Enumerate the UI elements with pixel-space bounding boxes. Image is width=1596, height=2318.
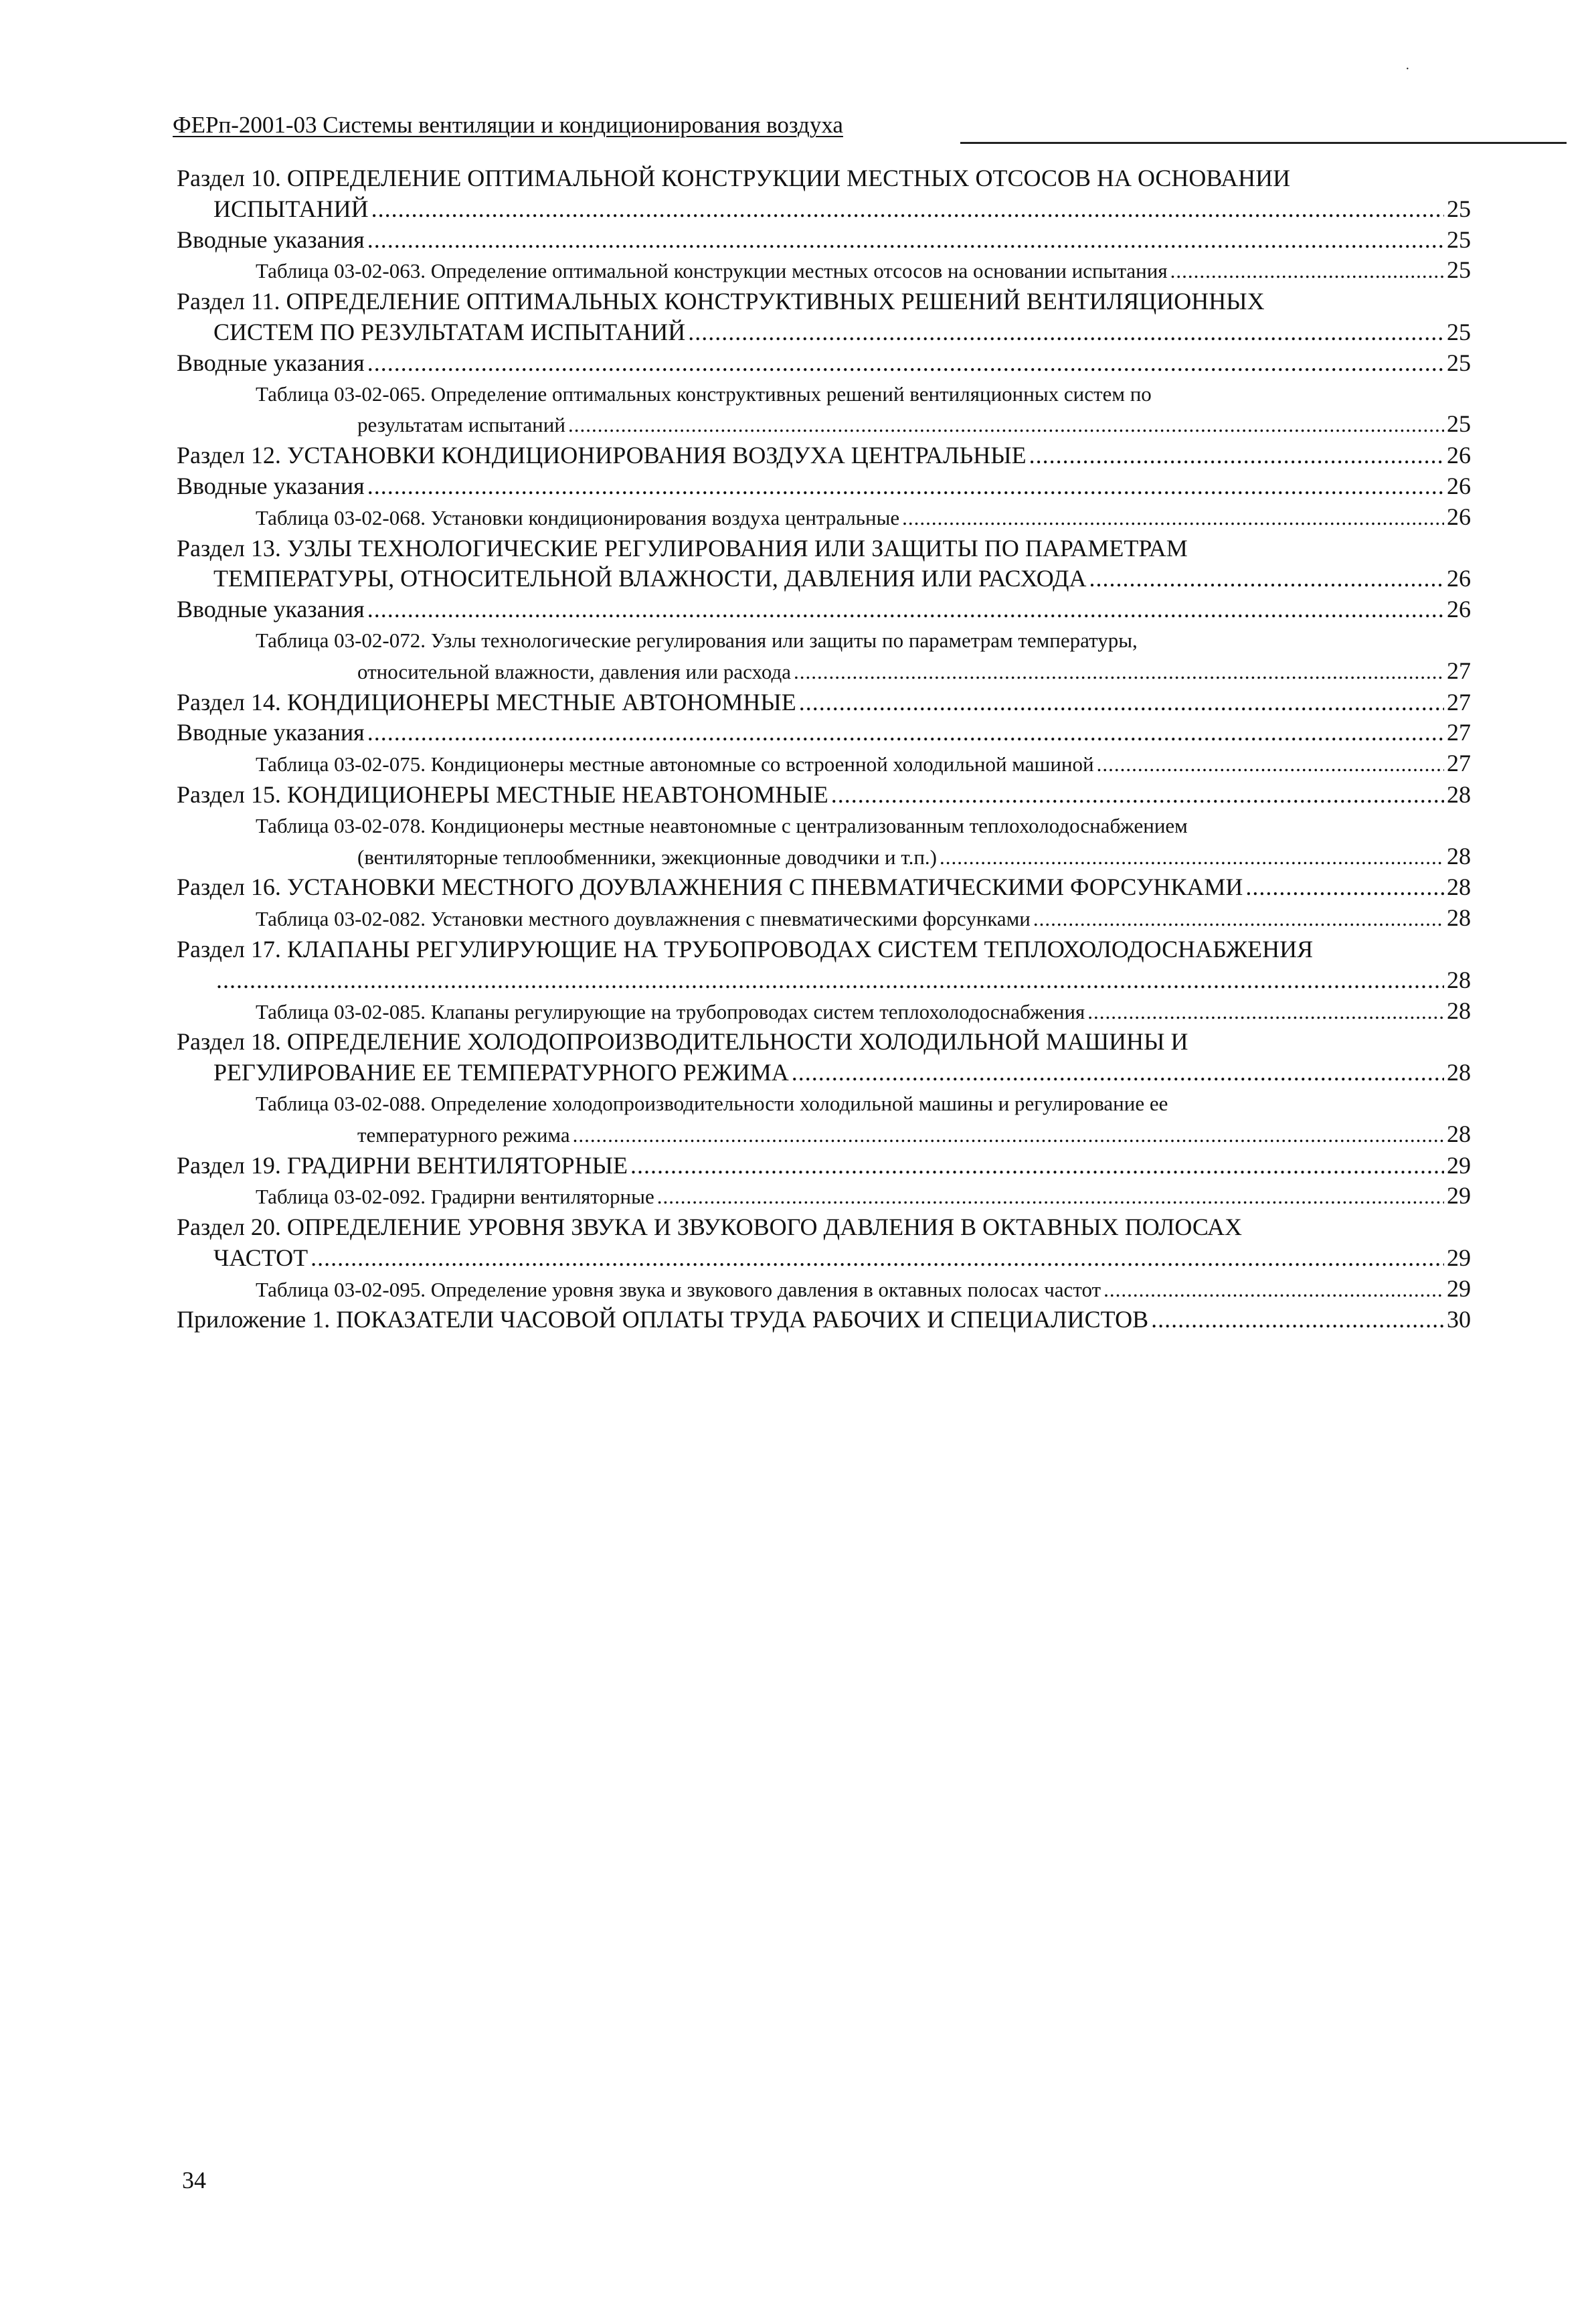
toc-section-entry — [177, 780, 1471, 811]
dot-leader — [311, 1243, 1444, 1274]
toc-page-number: 29 — [1447, 1182, 1471, 1210]
toc-entry-text: Раздел 13. УЗЛЫ ТЕХНОЛОГИЧЕСКИЕ РЕГУЛИРОВАНИЯ ИЛИ ЗАЩИТЫ ПО ПАРАМЕТРАМ — [177, 534, 1188, 562]
toc-entry-text: Таблица 03-02-095. Определение уровня звука и звукового давления в октавных полосах частот — [256, 1277, 1101, 1301]
toc-page-number: 26 — [1447, 565, 1471, 592]
dot-leader — [371, 194, 1444, 225]
toc-entry-text: Вводные указания — [177, 596, 365, 623]
dot-leader — [630, 1151, 1444, 1181]
dot-leader — [831, 780, 1444, 811]
toc-entry-text: Таблица 03-02-085. Клапаны регулирующие на трубопроводах систем теплохолодоснабжения — [256, 999, 1085, 1023]
dot-leader — [367, 594, 1444, 625]
toc-entry-text: Раздел 12. УСТАНОВКИ КОНДИЦИОНИРОВАНИЯ ВОЗДУХА ЦЕНТРАЛЬНЫЕ — [177, 442, 1027, 469]
toc-entry-last-line — [177, 440, 1471, 471]
toc-page-number: 28 — [1447, 997, 1471, 1024]
toc-table-entry — [177, 996, 1471, 1027]
toc-entry-last-line — [256, 903, 1471, 934]
toc-section-entry — [177, 440, 1471, 471]
toc-entry-last-line — [177, 872, 1471, 903]
toc-entry-last-line — [256, 748, 1471, 780]
toc-page-number: 25 — [1447, 256, 1471, 284]
toc-entry-text: Раздел 11. ОПРЕДЕЛЕНИЕ ОПТИМАЛЬНЫХ КОНСТРУКТИВНЫХ РЕШЕНИЙ ВЕНТИЛЯЦИОННЫХ — [177, 288, 1265, 315]
toc-section-entry — [177, 533, 1471, 595]
toc-page-number: 28 — [1447, 904, 1471, 932]
toc-entry-text: Вводные указания — [177, 719, 365, 746]
toc-entry-text: Раздел 14. КОНДИЦИОНЕРЫ МЕСТНЫЕ АВТОНОМНЫЕ — [177, 688, 796, 716]
dot-leader — [799, 687, 1444, 718]
dot-leader — [1033, 904, 1444, 934]
toc-page-number: 27 — [1447, 719, 1471, 746]
toc-entry-text: Таблица 03-02-078. Кондиционеры местные неавтономные с централизованным теплохолодоснабжением — [256, 813, 1188, 837]
dot-leader — [1089, 564, 1444, 594]
toc-entry-text: Раздел 19. ГРАДИРНИ ВЕНТИЛЯТОРНЫЕ — [177, 1151, 628, 1179]
toc-entry-text: Таблица 03-02-063. Определение оптимальной конструкции местных отсосов на основании испытания — [256, 259, 1168, 283]
dot-leader — [940, 842, 1444, 873]
toc-entry-last-line — [256, 255, 1471, 286]
toc-section-entry — [177, 163, 1471, 225]
toc-entry-last-line — [177, 317, 1471, 348]
toc-table-entry — [177, 625, 1471, 687]
toc-entry-last-line — [256, 502, 1471, 533]
dot-leader — [367, 471, 1444, 502]
toc-entry-text: относительной влажности, давления или расхода — [357, 659, 791, 683]
toc-section-entry — [177, 594, 1471, 625]
header-title: ФЕРп-2001-03 Системы вентиляции и кондиционирования воздуха — [173, 112, 843, 138]
toc-entry-last-line — [177, 194, 1471, 225]
toc-entry-last-line — [177, 348, 1471, 379]
dot-leader — [794, 657, 1444, 687]
toc-entry-text: Раздел 17. КЛАПАНЫ РЕГУЛИРУЮЩИЕ НА ТРУБОПРОВОДАХ СИСТЕМ ТЕПЛОХОЛОДОСНАБЖЕНИЯ — [177, 935, 1314, 963]
toc-page-number: 29 — [1447, 1244, 1471, 1271]
toc-entry-text: ИСПЫТАНИЙ — [213, 195, 369, 222]
toc-entry-last-line — [256, 656, 1471, 687]
page-number: 34 — [182, 2167, 206, 2193]
toc-page-number: 27 — [1447, 688, 1471, 716]
toc-entry-text: Таблица 03-02-092. Градирни вентиляторные — [256, 1185, 654, 1209]
toc-entry-text: СИСТЕМ ПО РЕЗУЛЬТАТАМ ИСПЫТАНИЙ — [213, 318, 686, 345]
running-header — [173, 112, 1567, 138]
toc-section-entry — [177, 687, 1471, 718]
toc-page-number: 25 — [1447, 318, 1471, 345]
toc-entry-last-line — [256, 1119, 1471, 1151]
toc-page-number: 28 — [1447, 1059, 1471, 1086]
toc-entry-text: Таблица 03-02-088. Определение холодопроизводительности холодильной машины и регулирование ее — [256, 1091, 1168, 1115]
dot-leader — [1097, 749, 1444, 780]
toc-page-number: 29 — [1447, 1274, 1471, 1302]
toc-entry-last-line — [177, 1151, 1471, 1181]
toc-entry-last-line — [256, 409, 1471, 440]
toc-section-entry — [177, 1151, 1471, 1181]
toc-page-number: 25 — [1447, 349, 1471, 376]
toc-page-number: 28 — [1447, 874, 1471, 901]
dot-leader — [367, 718, 1444, 748]
toc-entry-text: Таблица 03-02-065. Определение оптимальных конструктивных решений вентиляционных систем по — [256, 382, 1152, 406]
toc-page-number: 26 — [1447, 472, 1471, 499]
toc-entry-text: Таблица 03-02-068. Установки кондиционирования воздуха центральные — [256, 505, 900, 529]
dot-leader — [367, 348, 1444, 379]
dot-leader — [1170, 256, 1444, 286]
toc-entry-last-line — [177, 687, 1471, 718]
header-rule — [960, 142, 1567, 144]
toc-entry-text: Таблица 03-02-072. Узлы технологические регулирования или защиты по параметрам температуры, — [256, 628, 1138, 652]
toc-entry-text: Вводные указания — [177, 472, 365, 499]
toc-entry-text: температурного режима — [357, 1123, 570, 1147]
toc-section-entry — [177, 718, 1471, 748]
toc-section-entry — [177, 1305, 1471, 1335]
toc-entry-text: Раздел 20. ОПРЕДЕЛЕНИЕ УРОВНЯ ЗВУКА И ЗВУКОВОГО ДАВЛЕНИЯ В ОКТАВНЫХ ПОЛОСАХ — [177, 1214, 1243, 1241]
dot-leader — [902, 503, 1444, 533]
toc-table-entry — [177, 811, 1471, 873]
toc-entry-last-line — [177, 564, 1471, 594]
toc-entry-last-line — [256, 1274, 1471, 1305]
toc-entry-last-line — [177, 965, 1471, 996]
toc-entry-text: Раздел 15. КОНДИЦИОНЕРЫ МЕСТНЫЕ НЕАВТОНОМНЫЕ — [177, 780, 828, 808]
toc-entry-last-line — [177, 225, 1471, 256]
toc-entry-text: Вводные указания — [177, 226, 365, 253]
toc-page-number: 28 — [1447, 966, 1471, 993]
toc-page-number: 29 — [1447, 1151, 1471, 1179]
toc-section-entry — [177, 1027, 1471, 1088]
toc-page-number: 25 — [1447, 195, 1471, 222]
toc-entry-last-line — [177, 594, 1471, 625]
toc-entry-last-line — [177, 718, 1471, 748]
toc-table-entry — [177, 255, 1471, 286]
dot-leader — [688, 317, 1444, 348]
scan-speck: · — [1405, 62, 1410, 76]
toc-page-number: 28 — [1447, 842, 1471, 870]
toc-table-entry — [177, 1274, 1471, 1305]
dot-leader — [367, 225, 1444, 256]
toc-page-number: 28 — [1447, 780, 1471, 808]
toc-table-entry — [177, 1181, 1471, 1212]
toc-table-entry — [177, 903, 1471, 934]
toc-page-number: 25 — [1447, 226, 1471, 253]
toc-table-entry — [177, 502, 1471, 533]
toc-entry-text: ТЕМПЕРАТУРЫ, ОТНОСИТЕЛЬНОЙ ВЛАЖНОСТИ, ДАВЛЕНИЯ ИЛИ РАСХОДА — [213, 565, 1087, 592]
toc-entry-last-line — [177, 1305, 1471, 1335]
toc-entry-last-line — [256, 841, 1471, 873]
dot-leader — [573, 1120, 1444, 1151]
toc-entry-text: Вводные указания — [177, 349, 365, 376]
toc-entry-last-line — [256, 1181, 1471, 1212]
toc-page-number: 25 — [1447, 410, 1471, 438]
dot-leader — [1087, 997, 1444, 1027]
toc-table-entry — [177, 1088, 1471, 1151]
toc-section-entry — [177, 934, 1471, 996]
toc-entry-text: Таблица 03-02-082. Установки местного доувлажнения с пневматическими форсунками — [256, 907, 1031, 931]
dot-leader — [657, 1181, 1444, 1212]
dot-leader — [216, 965, 1444, 996]
toc-section-entry — [177, 225, 1471, 256]
toc-table-entry — [177, 379, 1471, 441]
toc-section-entry — [177, 348, 1471, 379]
toc-entry-last-line — [177, 471, 1471, 502]
toc-entry-text: результатам испытаний — [357, 413, 565, 437]
toc-section-entry — [177, 286, 1471, 348]
toc-entry-last-line — [177, 1243, 1471, 1274]
dot-leader — [792, 1058, 1444, 1088]
toc-entry-text: ЧАСТОТ — [213, 1244, 308, 1271]
dot-leader — [1103, 1274, 1444, 1305]
toc-entry-text: Раздел 16. УСТАНОВКИ МЕСТНОГО ДОУВЛАЖНЕНИЯ С ПНЕВМАТИЧЕСКИМИ ФОРСУНКАМИ — [177, 874, 1243, 901]
toc-page-number: 27 — [1447, 750, 1471, 777]
toc-page-number: 26 — [1447, 503, 1471, 530]
toc-page-number: 26 — [1447, 442, 1471, 469]
toc-section-entry — [177, 872, 1471, 903]
toc-page-number: 26 — [1447, 596, 1471, 623]
toc-table-entry — [177, 748, 1471, 780]
dot-leader — [1029, 440, 1444, 471]
toc-entry-last-line — [256, 996, 1471, 1027]
toc-page-number: 30 — [1447, 1306, 1471, 1333]
toc-entry-text: Раздел 10. ОПРЕДЕЛЕНИЕ ОПТИМАЛЬНОЙ КОНСТРУКЦИИ МЕСТНЫХ ОТСОСОВ НА ОСНОВАНИИ — [177, 165, 1291, 191]
toc-section-entry — [177, 1212, 1471, 1274]
toc-entry-text: Приложение 1. ПОКАЗАТЕЛИ ЧАСОВОЙ ОПЛАТЫ ТРУДА РАБОЧИХ И СПЕЦИАЛИСТОВ — [177, 1306, 1149, 1333]
table-of-contents — [177, 163, 1471, 1335]
dot-leader — [1245, 872, 1444, 903]
toc-entry-text: Таблица 03-02-075. Кондиционеры местные автономные со встроенной холодильной машиной — [256, 752, 1094, 776]
toc-page-number: 28 — [1447, 1120, 1471, 1147]
toc-entry-text: Раздел 18. ОПРЕДЕЛЕНИЕ ХОЛОДОПРОИЗВОДИТЕЛЬНОСТИ ХОЛОДИЛЬНОЙ МАШИНЫ И — [177, 1028, 1188, 1056]
toc-entry-text: (вентиляторные теплообменники, эжекционные доводчики и т.п.) — [357, 845, 938, 869]
toc-entry-text: РЕГУЛИРОВАНИЕ ЕЕ ТЕМПЕРАТУРНОГО РЕЖИМА — [213, 1059, 789, 1086]
dot-leader — [568, 410, 1444, 440]
dot-leader — [1151, 1305, 1444, 1335]
toc-entry-last-line — [177, 780, 1471, 811]
toc-page-number: 27 — [1447, 657, 1471, 684]
toc-section-entry — [177, 471, 1471, 502]
toc-entry-last-line — [177, 1058, 1471, 1088]
